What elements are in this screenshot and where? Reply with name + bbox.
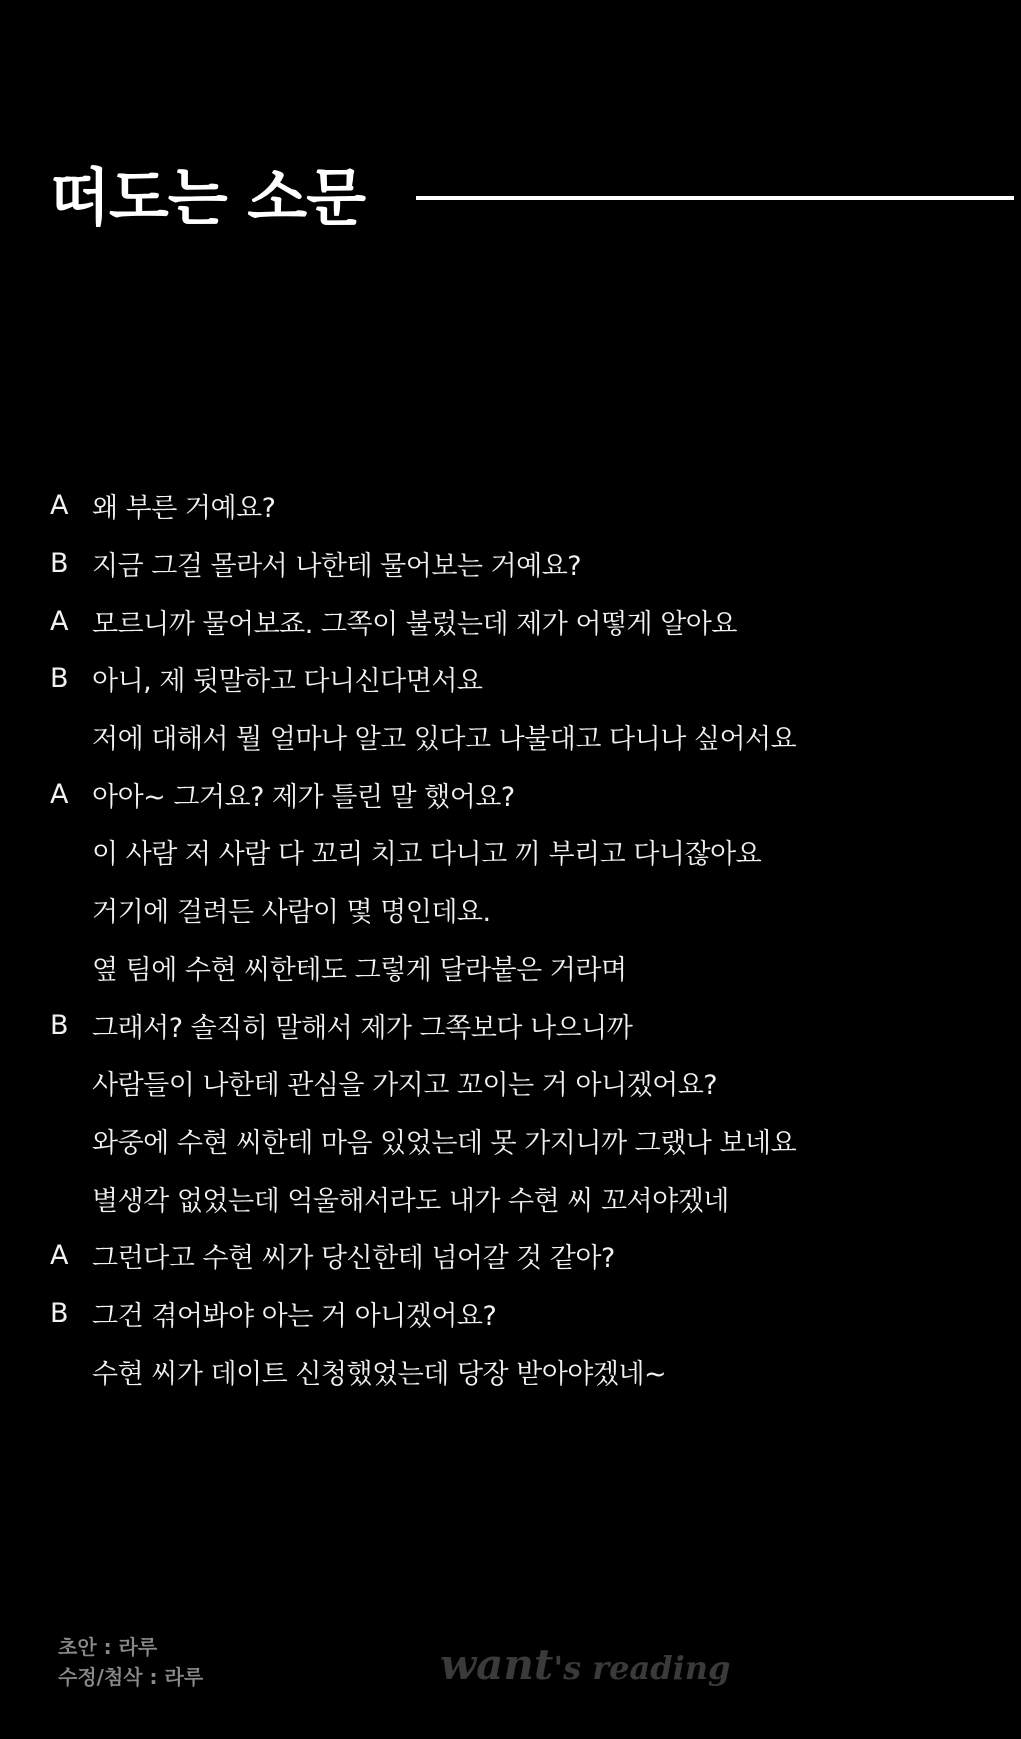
speaker-label: B <box>50 1297 69 1329</box>
speaker-label: A <box>50 778 69 810</box>
dialogue-text: 사람들이 나한테 관심을 가지고 꼬이는 거 아니겠어요? <box>92 1070 718 1102</box>
dialogue-line <box>50 592 980 650</box>
dialogue-text: 지금 그걸 몰라서 나한테 물어보는 거예요? <box>92 551 582 583</box>
speaker-label: A <box>50 490 69 522</box>
dialogue-line <box>50 477 980 535</box>
dialogue-text: 수현 씨가 데이트 신청했었는데 당장 받아야겠네~ <box>92 1358 667 1390</box>
dialogue-text: 별생각 없었는데 억울해서라도 내가 수현 씨 꼬셔야겠네 <box>92 1185 729 1217</box>
dialogue-text: 와중에 수현 씨한테 마음 있었는데 못 가지니까 그랬나 보네요 <box>92 1127 797 1159</box>
dialogue-line <box>50 650 980 708</box>
credit-draft: 초안 : 라루 <box>58 1635 158 1659</box>
dialogue-text: 아아~ 그거요? 제가 틀린 말 했어요? <box>92 781 515 813</box>
dialogue-text: 그건 겪어봐야 아는 거 아니겠어요? <box>92 1300 497 1332</box>
dialogue-line <box>50 1227 980 1285</box>
dialogue-line <box>50 1169 980 1227</box>
header <box>50 158 965 238</box>
dialogue-text: 거기에 걸려든 사람이 몇 명인데요. <box>92 897 491 929</box>
dialogue-line <box>50 1285 980 1343</box>
dialogue-line <box>50 1054 980 1112</box>
dialogue-line <box>50 708 980 766</box>
credit-edit: 수정/첨삭 : 라루 <box>58 1665 204 1689</box>
dialogue-text: 이 사람 저 사람 다 꼬리 치고 다니고 끼 부리고 다니잖아요 <box>92 839 762 871</box>
dialogue-text: 그런다고 수현 씨가 당신한테 넘어갈 것 같아? <box>92 1243 615 1275</box>
dialogue-text: 아니, 제 뒷말하고 다니신다면서요 <box>92 666 483 698</box>
title-divider <box>416 196 1014 200</box>
dialogue-line <box>50 823 980 881</box>
dialogue-line <box>50 996 980 1054</box>
speaker-label: B <box>50 1009 69 1041</box>
dialogue-line <box>50 881 980 939</box>
page-title: 떠도는 소문 <box>50 161 366 234</box>
dialogue-line <box>50 1342 980 1400</box>
dialogue-text: 그래서? 솔직히 말해서 제가 그쪽보다 나으니까 <box>92 1012 633 1044</box>
speaker-label: A <box>50 605 69 637</box>
dialogue-list <box>50 477 980 1400</box>
dialogue-text: 저에 대해서 뭘 얼마나 알고 있다고 나불대고 다니나 싶어서요 <box>92 724 797 756</box>
dialogue-line <box>50 765 980 823</box>
watermark-rest: 's reading <box>553 1649 731 1687</box>
speaker-label: B <box>50 663 69 695</box>
dialogue-text: 옆 팀에 수현 씨한테도 그렇게 달라붙은 거라며 <box>92 954 627 986</box>
speaker-label: B <box>50 548 69 580</box>
dialogue-line <box>50 939 980 997</box>
dialogue-text: 모르니까 물어보죠. 그쪽이 불렀는데 제가 어떻게 알아요 <box>92 608 737 640</box>
dialogue-line <box>50 1112 980 1170</box>
watermark-main: want <box>440 1640 554 1689</box>
watermark-logo <box>440 1640 730 1689</box>
speaker-label: A <box>50 1240 69 1272</box>
credits <box>58 1632 203 1692</box>
dialogue-line <box>50 535 980 593</box>
dialogue-text: 왜 부른 거예요? <box>92 493 276 525</box>
